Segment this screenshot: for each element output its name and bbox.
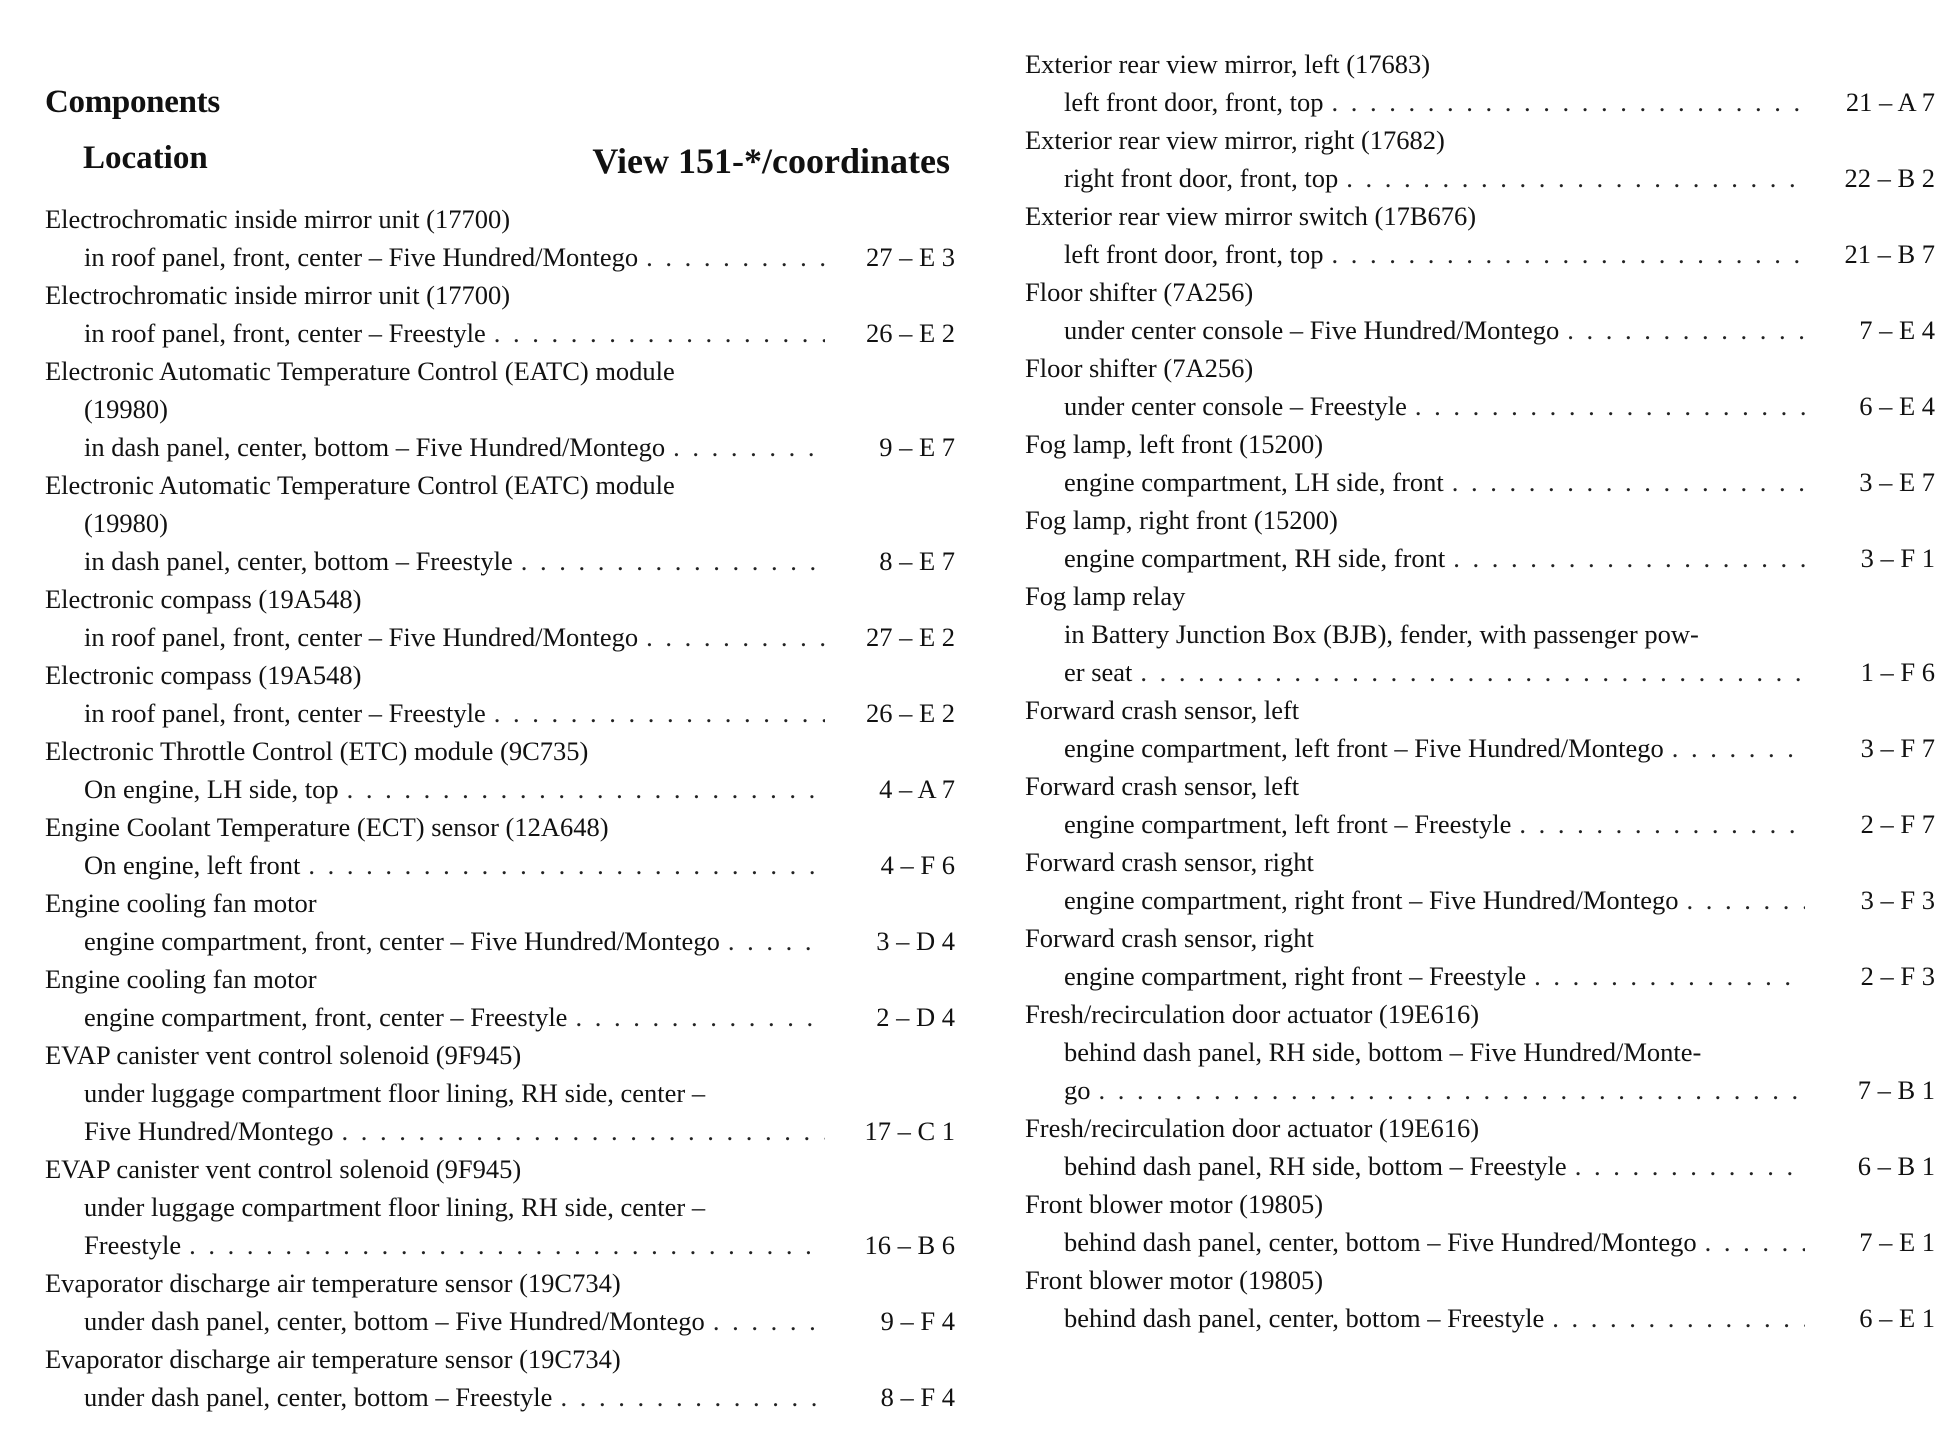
location-line	[45, 846, 955, 884]
location-text: under dash panel, center, bottom – Five Hundred/Montego	[84, 1306, 705, 1336]
dot-leader	[513, 542, 825, 580]
dot-leader	[1544, 1299, 1805, 1337]
view-coordinate: 21 – A 7	[1845, 87, 1935, 117]
location-text: right front door, front, top	[1064, 163, 1339, 193]
location-line	[45, 618, 955, 656]
location-line	[1025, 539, 1935, 577]
view-coordinate: 4 – A 7	[879, 774, 955, 804]
component-name: Electronic Automatic Temperature Control (EATC) module	[45, 356, 675, 386]
right-entries	[1025, 45, 1935, 1337]
view-coordinate: 3 – D 4	[876, 926, 955, 956]
component-name: Fog lamp, left front (15200)	[1025, 429, 1324, 459]
location-text: in roof panel, front, center – Five Hundred/Montego	[84, 242, 639, 272]
view-coordinate: 3 – F 3	[1860, 885, 1935, 915]
component-name: Engine cooling fan motor	[45, 888, 317, 918]
view-coordinate: 21 – B 7	[1844, 239, 1935, 269]
dot-leader	[300, 846, 825, 884]
component-entry	[1025, 121, 1935, 197]
component-entry	[1025, 767, 1935, 843]
component-name: Evaporator discharge air temperature sensor (19C734)	[45, 1268, 621, 1298]
view-coordinate: 1 – F 6	[1860, 657, 1935, 687]
view-coordinate: 6 – B 1	[1857, 1151, 1935, 1181]
dot-leader	[638, 238, 825, 276]
component-entry	[1025, 501, 1935, 577]
location-text: engine compartment, right front – Freestyle	[1064, 961, 1527, 991]
location-text: in dash panel, center, bottom – Five Hundred/Montego	[84, 432, 666, 462]
location-line	[1025, 1147, 1935, 1185]
location-line	[45, 1302, 955, 1340]
component-name: Evaporator discharge air temperature sensor (19C734)	[45, 1344, 621, 1374]
component-entry	[45, 580, 955, 656]
component-entry	[45, 352, 955, 466]
location-text: under luggage compartment floor lining, RH side, center –	[84, 1078, 706, 1108]
view-coordinate: 2 – D 4	[876, 1002, 955, 1032]
location-text: in roof panel, front, center – Five Hundred/Montego	[84, 622, 639, 652]
component-name: Exterior rear view mirror switch (17B676)	[1025, 201, 1477, 231]
location-line	[45, 1188, 955, 1226]
location-line	[1025, 235, 1935, 273]
location-line	[1025, 1033, 1935, 1071]
dot-leader	[1091, 1071, 1806, 1109]
location-text: engine compartment, RH side, front	[1064, 543, 1446, 573]
location-text: engine compartment, left front – Freestyle	[1064, 809, 1512, 839]
view-coordinate: 16 – B 6	[864, 1230, 955, 1260]
location-text: behind dash panel, RH side, bottom – Freestyle	[1064, 1151, 1567, 1181]
component-name: Electronic compass (19A548)	[45, 584, 362, 614]
view-coordinate: 26 – E 2	[865, 698, 955, 728]
location-text: left front door, front, top	[1064, 87, 1324, 117]
location-line	[45, 1378, 955, 1416]
component-name: Front blower motor (19805)	[1025, 1265, 1324, 1295]
location-text: in roof panel, front, center – Freestyle	[84, 698, 486, 728]
location-text: in dash panel, center, bottom – Freestyle	[84, 546, 513, 576]
component-name: EVAP canister vent control solenoid (9F945)	[45, 1154, 522, 1184]
dot-leader	[638, 618, 825, 656]
dot-leader	[1511, 805, 1805, 843]
component-name: Electrochromatic inside mirror unit (17700)	[45, 204, 511, 234]
component-entry	[45, 466, 955, 580]
view-coordinate: 22 – B 2	[1844, 163, 1935, 193]
component-entry	[1025, 691, 1935, 767]
view-coordinate: 8 – F 4	[880, 1382, 955, 1412]
view-coordinate: 2 – F 3	[1860, 961, 1935, 991]
component-entry	[45, 1036, 955, 1150]
view-coordinate: 7 – B 1	[1857, 1075, 1935, 1105]
dot-leader	[1526, 957, 1805, 995]
view-coordinate: 3 – F 7	[1860, 733, 1935, 763]
view-coordinate: 26 – E 2	[865, 318, 955, 348]
component-entry	[1025, 577, 1935, 691]
component-name: Engine cooling fan motor	[45, 964, 317, 994]
view-coordinate: 6 – E 4	[1859, 391, 1935, 421]
dot-leader	[1445, 539, 1805, 577]
view-coordinate: 7 – E 4	[1859, 315, 1935, 345]
dot-leader	[1338, 159, 1805, 197]
component-entry	[45, 1340, 955, 1416]
component-entry	[45, 656, 955, 732]
component-entry	[45, 808, 955, 884]
component-entry	[45, 960, 955, 1036]
location-line	[1025, 1071, 1935, 1109]
dot-leader	[1407, 387, 1805, 425]
location-line	[1025, 1299, 1935, 1337]
location-column-header: Location	[83, 140, 208, 176]
dot-leader	[665, 428, 825, 466]
view-coordinate: 9 – E 7	[879, 432, 955, 462]
component-name: Fresh/recirculation door actuator (19E616)	[1025, 999, 1480, 1029]
component-name: Front blower motor (19805)	[1025, 1189, 1324, 1219]
location-line	[45, 542, 955, 580]
component-name: Electronic Automatic Temperature Control (EATC) module	[45, 470, 675, 500]
location-text: behind dash panel, center, bottom – Five Hundred/Montego	[1064, 1227, 1697, 1257]
view-coordinate: 3 – F 1	[1860, 543, 1935, 573]
component-name: Exterior rear view mirror, left (17683)	[1025, 49, 1431, 79]
location-text: Five Hundred/Montego	[84, 1116, 334, 1146]
location-text: under center console – Five Hundred/Montego	[1064, 315, 1560, 345]
location-text: under dash panel, center, bottom – Freestyle	[84, 1382, 553, 1412]
location-line	[1025, 615, 1935, 653]
location-text: engine compartment, front, center – Freestyle	[84, 1002, 568, 1032]
location-line	[1025, 653, 1935, 691]
component-name: Fresh/recirculation door actuator (19E616)	[1025, 1113, 1480, 1143]
component-entry	[1025, 1109, 1935, 1185]
view-coordinate: 9 – F 4	[880, 1306, 955, 1336]
location-text: left front door, front, top	[1064, 239, 1324, 269]
component-entry	[1025, 919, 1935, 995]
location-line	[45, 428, 955, 466]
location-text: in Battery Junction Box (BJB), fender, with passenger pow-	[1064, 619, 1699, 649]
view-coordinate: 8 – E 7	[879, 546, 955, 576]
component-name: Electronic Throttle Control (ETC) module (9C735)	[45, 736, 589, 766]
dot-leader	[1323, 83, 1805, 121]
component-name: Electronic compass (19A548)	[45, 660, 362, 690]
location-text: On engine, left front	[84, 850, 301, 880]
dot-leader	[339, 770, 825, 808]
location-text: Freestyle	[84, 1230, 182, 1260]
location-line	[45, 694, 955, 732]
component-name: Forward crash sensor, right	[1025, 923, 1314, 953]
component-name: Exterior rear view mirror, right (17682)	[1025, 125, 1445, 155]
dot-leader	[1664, 729, 1805, 767]
location-line	[1025, 881, 1935, 919]
component-entry	[45, 884, 955, 960]
dot-leader	[486, 694, 825, 732]
location-line	[45, 1112, 955, 1150]
component-name: Engine Coolant Temperature (ECT) sensor (12A648)	[45, 812, 609, 842]
location-line	[1025, 463, 1935, 501]
dot-leader	[1567, 1147, 1805, 1185]
location-line	[1025, 387, 1935, 425]
dot-leader	[1697, 1223, 1805, 1261]
location-text: engine compartment, left front – Five Hundred/Montego	[1064, 733, 1664, 763]
view-coordinate: 27 – E 2	[865, 622, 955, 652]
dot-leader	[334, 1112, 825, 1150]
view-coordinate: 2 – F 7	[1860, 809, 1935, 839]
view-coordinate: 4 – F 6	[880, 850, 955, 880]
component-entry	[1025, 349, 1935, 425]
dot-leader	[1559, 311, 1805, 349]
component-entry	[1025, 995, 1935, 1109]
location-line	[1025, 957, 1935, 995]
location-line	[1025, 1223, 1935, 1261]
location-line	[1025, 805, 1935, 843]
dot-leader	[1679, 881, 1805, 919]
location-line	[1025, 159, 1935, 197]
dot-leader	[1323, 235, 1805, 273]
location-text: engine compartment, right front – Five Hundred/Montego	[1064, 885, 1679, 915]
dot-leader	[1132, 653, 1805, 691]
component-name: Fog lamp, right front (15200)	[1025, 505, 1338, 535]
view-coordinate: 27 – E 3	[865, 242, 955, 272]
component-name: Electrochromatic inside mirror unit (17700)	[45, 280, 511, 310]
location-text: in roof panel, front, center – Freestyle	[84, 318, 486, 348]
location-text: engine compartment, front, center – Five Hundred/Montego	[84, 926, 720, 956]
dot-leader	[720, 922, 825, 960]
location-line	[1025, 311, 1935, 349]
section-title: Components	[45, 84, 220, 120]
component-name: Floor shifter (7A256)	[1025, 277, 1254, 307]
location-text: behind dash panel, RH side, bottom – Five Hundred/Monte-	[1064, 1037, 1702, 1067]
location-line	[45, 1226, 955, 1264]
component-entry	[45, 200, 955, 276]
location-text: engine compartment, LH side, front	[1064, 467, 1444, 497]
location-line	[45, 998, 955, 1036]
component-name: Forward crash sensor, left	[1025, 771, 1300, 801]
dot-leader	[567, 998, 825, 1036]
dot-leader	[486, 314, 825, 352]
component-name: Forward crash sensor, left	[1025, 695, 1300, 725]
dot-leader	[181, 1226, 825, 1264]
view-coordinate: 7 – E 1	[1859, 1227, 1935, 1257]
component-name: Fog lamp relay	[1025, 581, 1186, 611]
component-entry	[1025, 197, 1935, 273]
component-name: Forward crash sensor, right	[1025, 847, 1314, 877]
component-entry	[1025, 45, 1935, 121]
component-entry	[45, 276, 955, 352]
component-entry	[1025, 1185, 1935, 1261]
location-line	[45, 770, 955, 808]
dot-leader	[552, 1378, 825, 1416]
location-text: go	[1064, 1075, 1091, 1105]
location-text: behind dash panel, center, bottom – Freestyle	[1064, 1303, 1545, 1333]
component-entry	[45, 1150, 955, 1264]
location-text: under center console – Freestyle	[1064, 391, 1407, 421]
location-text: On engine, LH side, top	[84, 774, 339, 804]
component-entry	[1025, 425, 1935, 501]
component-name: Floor shifter (7A256)	[1025, 353, 1254, 383]
location-line	[1025, 83, 1935, 121]
component-entry	[45, 1264, 955, 1340]
location-line	[1025, 729, 1935, 767]
component-entry	[1025, 1261, 1935, 1337]
location-line	[45, 314, 955, 352]
view-column-header: View 151-*/coordinates	[592, 141, 950, 181]
dot-leader	[1444, 463, 1805, 501]
component-name-cont: (19980)	[84, 394, 168, 424]
location-line	[45, 1074, 955, 1112]
component-entry	[1025, 843, 1935, 919]
location-line	[45, 922, 955, 960]
component-entry	[1025, 273, 1935, 349]
location-text: under luggage compartment floor lining, RH side, center –	[84, 1192, 706, 1222]
view-coordinate: 3 – E 7	[1859, 467, 1935, 497]
dot-leader	[705, 1302, 825, 1340]
location-line	[45, 238, 955, 276]
component-entry	[45, 732, 955, 808]
location-text: er seat	[1064, 657, 1133, 687]
view-coordinate: 6 – E 1	[1859, 1303, 1935, 1333]
component-name-cont: (19980)	[84, 508, 168, 538]
left-entries	[45, 200, 955, 1416]
component-name: EVAP canister vent control solenoid (9F945)	[45, 1040, 522, 1070]
view-coordinate: 17 – C 1	[864, 1116, 955, 1146]
